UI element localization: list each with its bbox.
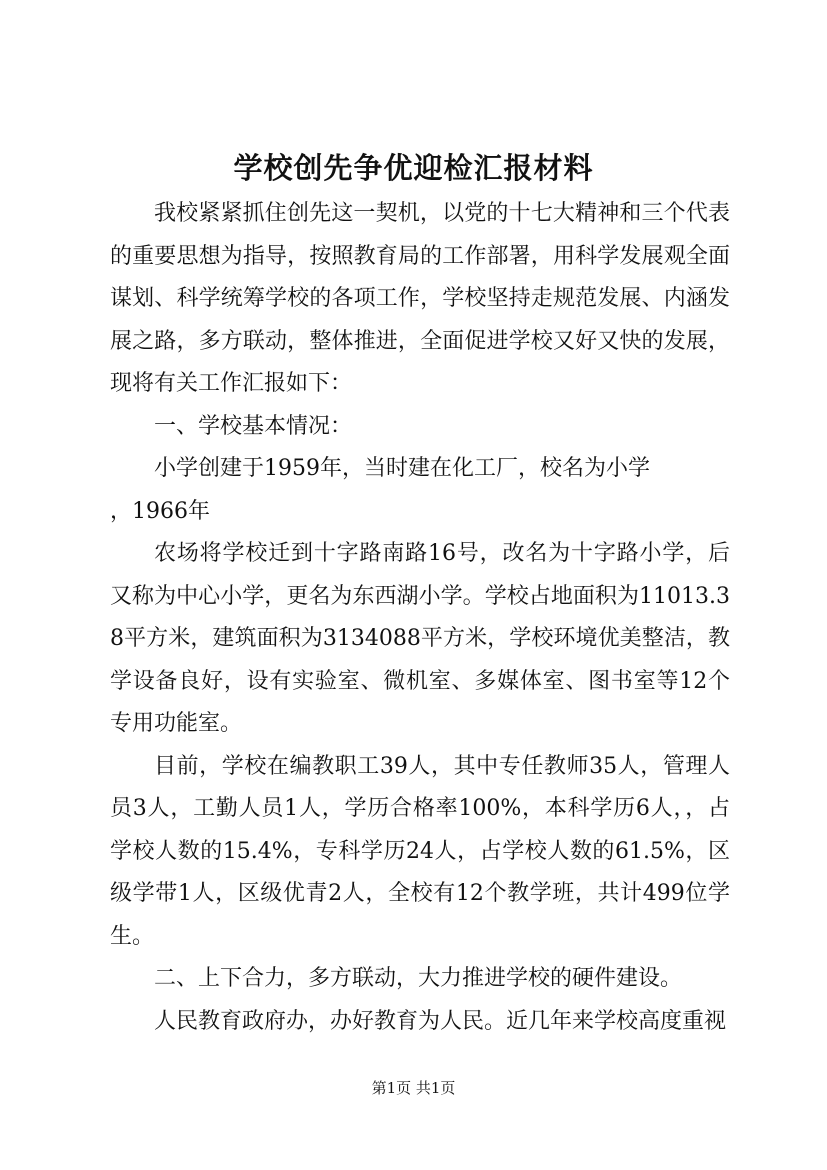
campus-paragraph: 农场将学校迁到十字路南路16号，改名为十字路小学，后又称为中心小学，更名为东西湖小学。学校占地面积为11013.38平方米，建筑面积为3134088平方米，学校环境优美整洁，教学设备良好，设有实验室、微机室、多媒体室、图书室等12个专用功能室。 — [110, 541, 730, 736]
history-paragraph: 小学创建于1959年，当时建在化工厂，校名为小学 — [154, 456, 650, 481]
closing-paragraph: 人民教育政府办，办好教育为人民。近几年来学校高度重视 — [154, 1008, 727, 1034]
document-body — [110, 193, 730, 1043]
intro-paragraph: 我校紧紧抓住创先这一契机，以党的十七大精神和三个代表的重要思想为指导，按照教育局的工作部署，用科学发展观全面谋划、科学统筹学校的各项工作，学校坚持走规范发展、内涵发展之路，多方联动，整体推进，全面促进学校又好又快的发展，现将有关工作汇报如下： — [110, 201, 730, 396]
document-title: 学校创先争优迎检汇报材料 — [233, 151, 594, 185]
staff-paragraph: 目前，学校在编教职工39人，其中专任教师35人，管理人员3人，工勤人员1人，学历合格率100%，本科学历6人，，占学校人数的15.4%，专科学历24人，占学校人数的61.5%，区级学带1人，区级优青2人，全校有12个教学班，共计499位学生。 — [110, 753, 730, 949]
section-heading-1: 一、学校基本情况： — [154, 413, 353, 439]
section-heading-2: 二、上下合力，多方联动，大力推进学校的硬件建设。 — [154, 966, 683, 991]
page-footer: 第1页 共1页 — [371, 1079, 456, 1097]
history-year-fragment: ，1966年 — [110, 498, 210, 524]
